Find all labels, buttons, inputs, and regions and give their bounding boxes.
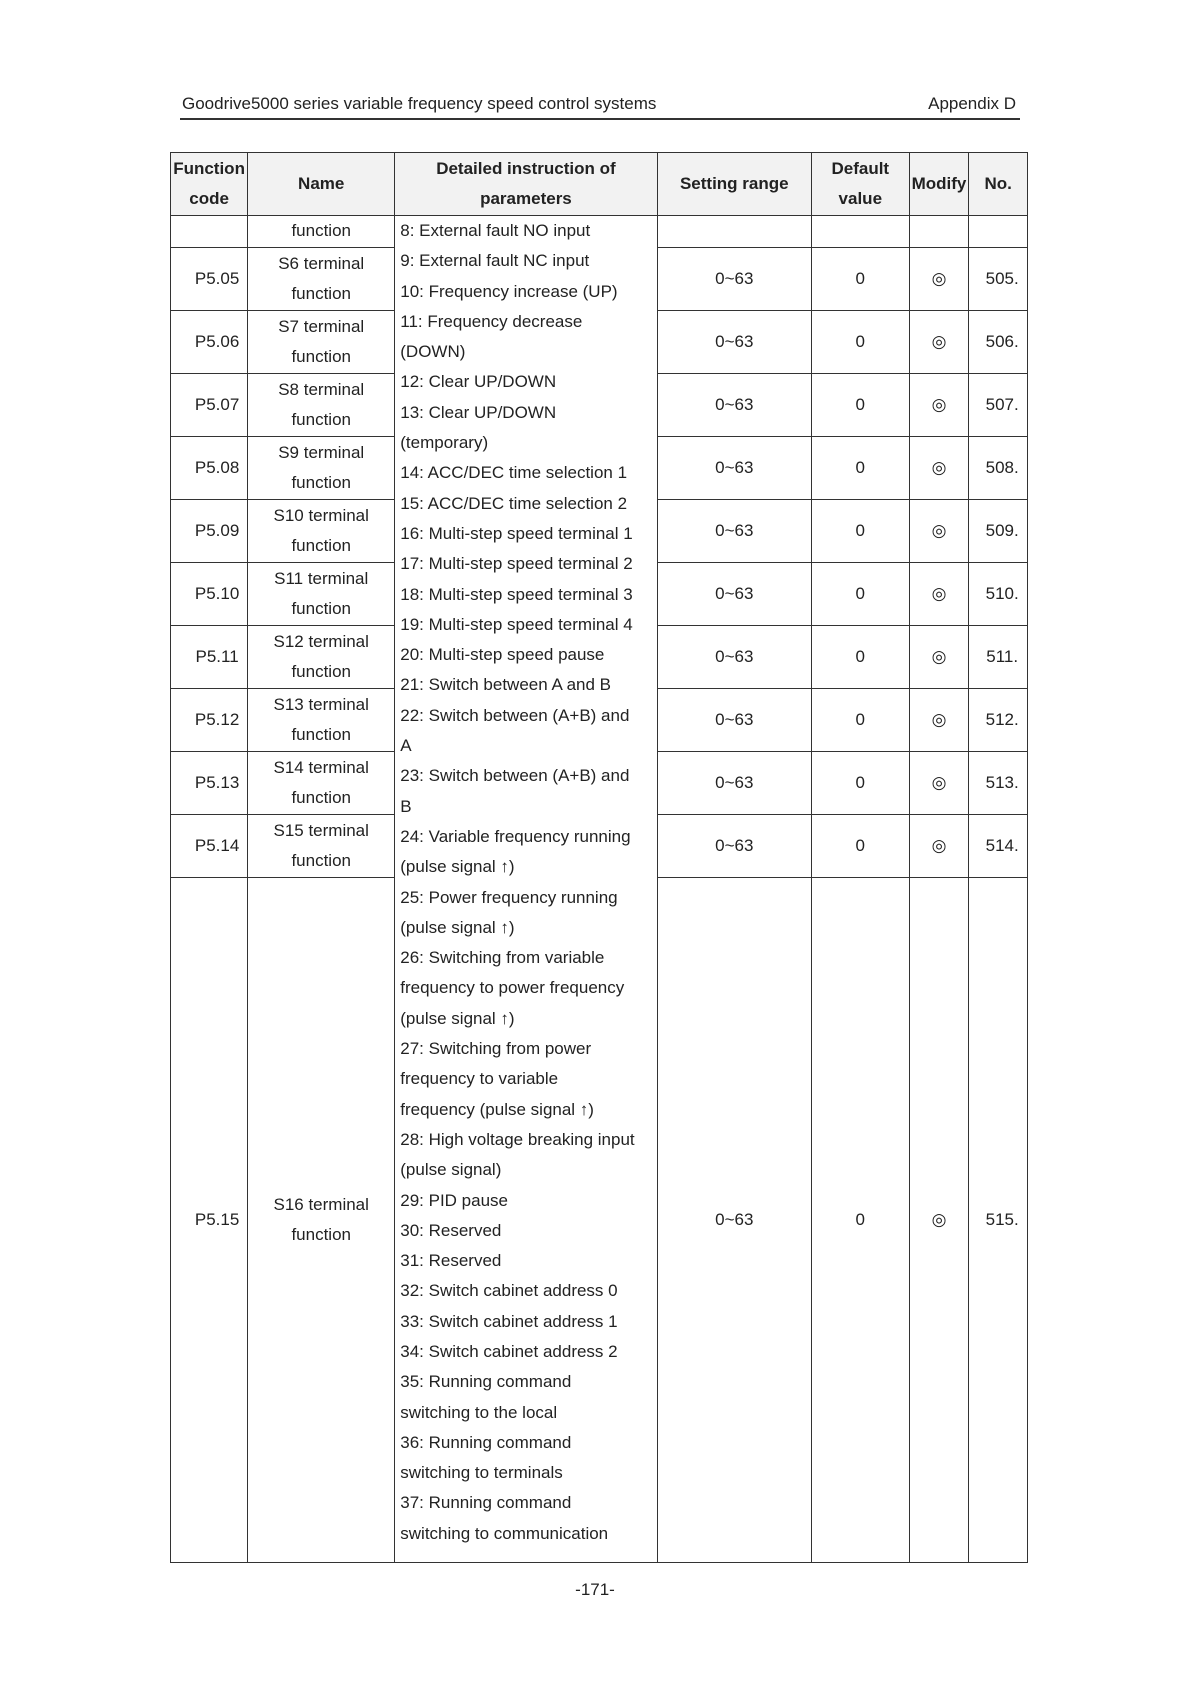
- detail-line: 10: Frequency increase (UP): [400, 281, 618, 301]
- detail-line: switching to terminals: [400, 1463, 563, 1483]
- detail-line: 25: Power frequency running: [400, 887, 618, 907]
- no-cell: [969, 216, 1028, 248]
- name-line: S11 terminal: [274, 568, 369, 588]
- default-cell: 0: [811, 374, 909, 437]
- name-line: S13 terminal: [273, 694, 369, 714]
- detail-line: A: [400, 736, 412, 756]
- detail-line: (DOWN): [400, 342, 466, 362]
- name-line: S10 terminal: [273, 505, 369, 525]
- range-cell: 0~63: [657, 689, 811, 752]
- code-cell: P5.12: [171, 689, 248, 752]
- column-header-no: No.: [969, 153, 1028, 216]
- code-cell: P5.07: [171, 374, 248, 437]
- modify-cell: ◎: [909, 500, 969, 563]
- detail-line: 14: ACC/DEC time selection 1: [400, 463, 628, 483]
- name-line: S14 terminal: [273, 757, 369, 777]
- detail-line: 32: Switch cabinet address 0: [400, 1281, 618, 1301]
- name-cell: [248, 500, 395, 563]
- detail-line: (pulse signal ↑): [400, 917, 515, 937]
- name-line: function: [291, 599, 351, 618]
- name-line: S15 terminal: [273, 820, 369, 840]
- page-number: -171-: [575, 1580, 615, 1599]
- detail-line: B: [400, 796, 412, 816]
- name-cell: [248, 437, 395, 500]
- detail-line: 29: PID pause: [400, 1190, 509, 1210]
- table-header-row: [171, 153, 1028, 216]
- page-header: [180, 92, 1020, 120]
- modify-cell: ◎: [909, 878, 969, 1563]
- code-cell: P5.13: [171, 752, 248, 815]
- modify-cell: ◎: [909, 437, 969, 500]
- name-line: function: [291, 788, 351, 807]
- code-cell: P5.08: [171, 437, 248, 500]
- code-cell: P5.10: [171, 563, 248, 626]
- no-cell: 506.: [969, 311, 1028, 374]
- range-cell: 0~63: [657, 815, 811, 878]
- column-header-default: Default value: [811, 153, 909, 216]
- default-cell: 0: [811, 563, 909, 626]
- range-cell: 0~63: [657, 248, 811, 311]
- range-cell: [657, 216, 811, 248]
- modify-cell: ◎: [909, 248, 969, 311]
- default-cell: 0: [811, 689, 909, 752]
- detail-line: 18: Multi-step speed terminal 3: [400, 584, 633, 604]
- modify-cell: ◎: [909, 752, 969, 815]
- detail-line: 36: Running command: [400, 1432, 572, 1452]
- default-cell: 0: [811, 752, 909, 815]
- detail-line: 37: Running command: [400, 1493, 572, 1513]
- detail-line: (pulse signal ↑): [400, 857, 515, 877]
- detail-line: 12: Clear UP/DOWN: [400, 372, 557, 392]
- default-cell: 0: [811, 500, 909, 563]
- detail-line: (pulse signal ↑): [400, 1008, 515, 1028]
- no-cell: 510.: [969, 563, 1028, 626]
- no-cell: 514.: [969, 815, 1028, 878]
- name-cell: [248, 311, 395, 374]
- detail-line: 19: Multi-step speed terminal 4: [400, 614, 633, 634]
- range-cell: 0~63: [657, 437, 811, 500]
- default-cell: 0: [811, 248, 909, 311]
- modify-cell: ◎: [909, 311, 969, 374]
- detail-line: 34: Switch cabinet address 2: [400, 1341, 618, 1361]
- detail-line: 22: Switch between (A+B) and: [400, 705, 630, 725]
- range-cell: 0~63: [657, 878, 811, 1563]
- name-cell: [248, 878, 395, 1563]
- no-cell: 505.: [969, 248, 1028, 311]
- detail-line: 15: ACC/DEC time selection 2: [400, 493, 628, 513]
- name-cell: [248, 374, 395, 437]
- modify-cell: ◎: [909, 689, 969, 752]
- no-cell: 507.: [969, 374, 1028, 437]
- detail-line: 17: Multi-step speed terminal 2: [400, 554, 633, 574]
- detail-line: (temporary): [400, 433, 489, 453]
- no-cell: 508.: [969, 437, 1028, 500]
- detail-line: 9: External fault NC input: [400, 251, 590, 271]
- detail-line: switching to communication: [400, 1523, 609, 1543]
- default-cell: 0: [811, 878, 909, 1563]
- detail-line: 24: Variable frequency running: [400, 826, 631, 846]
- name-cell: function: [248, 216, 395, 248]
- detail-line: 30: Reserved: [400, 1220, 502, 1240]
- no-cell: 511.: [969, 626, 1028, 689]
- code-cell: P5.15: [171, 878, 248, 1563]
- name-cell: [248, 689, 395, 752]
- document-title: Goodrive5000 series variable frequency speed control systems: [182, 94, 657, 113]
- code-cell: [171, 216, 248, 248]
- detail-line: 27: Switching from power: [400, 1039, 592, 1059]
- name-line: S12 terminal: [273, 631, 369, 651]
- name-cell: [248, 626, 395, 689]
- name-line: S8 terminal: [278, 379, 365, 399]
- range-cell: 0~63: [657, 374, 811, 437]
- code-cell: P5.05: [171, 248, 248, 311]
- name-line: S7 terminal: [278, 316, 365, 336]
- modify-cell: [909, 216, 969, 248]
- detail-line: 20: Multi-step speed pause: [400, 645, 605, 665]
- parameter-table: [170, 152, 1028, 1563]
- range-cell: 0~63: [657, 752, 811, 815]
- detail-cell: [395, 216, 657, 1563]
- detail-line: 33: Switch cabinet address 1: [400, 1311, 618, 1331]
- code-cell: P5.11: [171, 626, 248, 689]
- detail-line: 16: Multi-step speed terminal 1: [400, 523, 633, 543]
- modify-cell: ◎: [909, 374, 969, 437]
- modify-cell: ◎: [909, 815, 969, 878]
- detail-line: 13: Clear UP/DOWN: [400, 402, 557, 422]
- detail-line: (pulse signal): [400, 1160, 502, 1180]
- detail-line: 21: Switch between A and B: [400, 675, 612, 695]
- table-row: [171, 216, 1028, 248]
- detail-line: frequency to variable: [400, 1069, 559, 1089]
- detail-line: 35: Running command: [400, 1372, 572, 1392]
- modify-cell: ◎: [909, 563, 969, 626]
- detail-line: 26: Switching from variable: [400, 948, 605, 968]
- appendix-label: Appendix D: [928, 94, 1016, 113]
- no-cell: 515.: [969, 878, 1028, 1563]
- default-cell: 0: [811, 815, 909, 878]
- default-cell: 0: [811, 311, 909, 374]
- name-line: function: [291, 662, 351, 681]
- column-header-name: Name: [248, 153, 395, 216]
- detail-line: 23: Switch between (A+B) and: [400, 766, 630, 786]
- detail-line: 28: High voltage breaking input: [400, 1129, 635, 1149]
- range-cell: 0~63: [657, 626, 811, 689]
- name-line: function: [291, 284, 351, 303]
- range-cell: 0~63: [657, 563, 811, 626]
- detail-line: switching to the local: [400, 1402, 558, 1422]
- name-line: function: [291, 851, 351, 870]
- name-line: S16 terminal: [273, 1194, 369, 1214]
- column-header-range: Setting range: [657, 153, 811, 216]
- detail-line: 8: External fault NO input: [400, 221, 591, 240]
- range-cell: 0~63: [657, 500, 811, 563]
- name-line: function: [291, 410, 351, 429]
- name-cell: [248, 563, 395, 626]
- default-cell: 0: [811, 626, 909, 689]
- column-header-detail: Detailed instruction of parameters: [395, 153, 657, 216]
- name-line: function: [291, 725, 351, 744]
- no-cell: 512.: [969, 689, 1028, 752]
- detail-line: frequency to power frequency: [400, 978, 625, 998]
- modify-cell: ◎: [909, 626, 969, 689]
- column-header-modify: Modify: [909, 153, 969, 216]
- range-cell: 0~63: [657, 311, 811, 374]
- name-line: S6 terminal: [278, 253, 365, 273]
- default-cell: 0: [811, 437, 909, 500]
- name-line: function: [291, 536, 351, 555]
- name-cell: [248, 752, 395, 815]
- name-cell: [248, 815, 395, 878]
- name-cell: [248, 248, 395, 311]
- detail-line: 31: Reserved: [400, 1251, 502, 1271]
- detail-line: frequency (pulse signal ↑): [400, 1099, 594, 1119]
- code-cell: P5.14: [171, 815, 248, 878]
- name-line: S9 terminal: [278, 442, 365, 462]
- detail-line: 11: Frequency decrease: [400, 311, 583, 331]
- code-cell: P5.09: [171, 500, 248, 563]
- default-cell: [811, 216, 909, 248]
- name-line: function: [291, 1225, 351, 1244]
- no-cell: 509.: [969, 500, 1028, 563]
- name-line: function: [291, 347, 351, 366]
- column-header-code: Function code: [171, 153, 248, 216]
- name-line: function: [291, 473, 351, 492]
- code-cell: P5.06: [171, 311, 248, 374]
- no-cell: 513.: [969, 752, 1028, 815]
